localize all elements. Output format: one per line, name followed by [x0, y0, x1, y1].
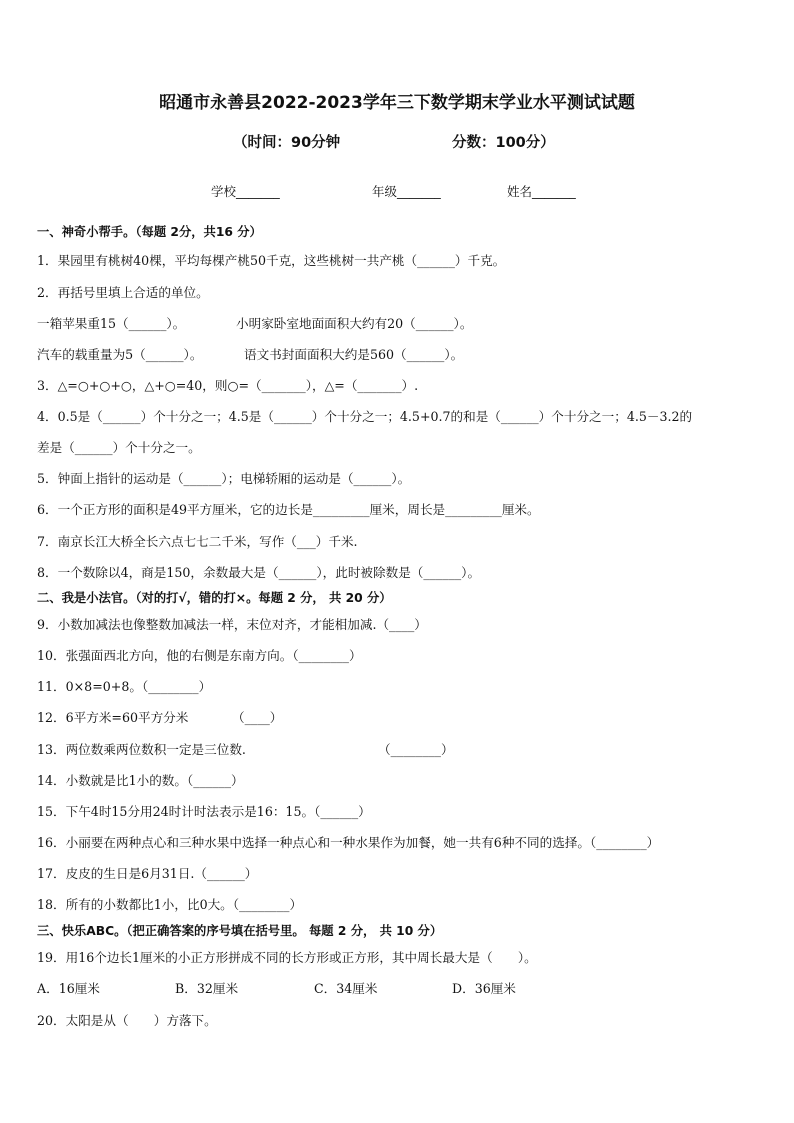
question-8: 8．一个数除以4，商是150，余数最大是（______），此时被除数是（______）。 — [37, 565, 481, 580]
question-18: 18．所有的小数都比1小，比0大。（________） — [37, 897, 303, 912]
exam-score: 分数：100分） — [452, 135, 555, 151]
section-heading-2: 二、我是小法官。（对的打√，错的打×。每题 2 分， 共 20 分） — [37, 591, 392, 605]
question-6: 6．一个正方形的面积是49平方厘米，它的边长是_________厘米，周长是_________厘米。 — [37, 502, 540, 517]
question-2a: 一箱苹果重15（______）。 — [37, 316, 186, 331]
question-20: 20．太阳是从（ ）方落下。 — [37, 1013, 217, 1028]
exam-time: （时间：90分钟 — [233, 135, 341, 151]
question-19-option-d: D．36厘米 — [452, 981, 516, 996]
question-19: 19．用16个边长1厘米的小正方形拼成不同的长方形或正方形，其中周长最大是（ ）。 — [37, 950, 537, 965]
question-19-option-a: A．16厘米 — [37, 981, 100, 996]
question-13: 13．两位数乘两位数积一定是三位数. — [37, 742, 246, 757]
question-12: 12．6平方米=60平方分米 — [37, 710, 189, 725]
question-19-option-c: C．34厘米 — [314, 981, 378, 996]
question-2b: 小明家卧室地面面积大约有20（______）。 — [236, 316, 473, 331]
question-17: 17．皮皮的生日是6月31日.（______） — [37, 866, 258, 881]
question-2d: 语文书封面面积大约是560（______）。 — [244, 347, 464, 362]
question-4-line1: 4．0.5是（______）个十分之一；4.5是（______）个十分之一；4.5+0.7的和是（______）个十分之一；4.5－3.2的 — [37, 409, 693, 424]
school-field: 学校_______ — [211, 184, 280, 199]
question-9: 9．小数加减法也像整数加减法一样，末位对齐，才能相加减.（____） — [37, 617, 427, 632]
question-2c: 汽车的载重量为5（______）。 — [37, 347, 203, 362]
question-10: 10．张强面西北方向，他的右侧是东南方向。（________） — [37, 648, 362, 663]
section-heading-1: 一、神奇小帮手。（每题 2分，共16 分） — [37, 225, 262, 239]
exam-title: 昭通市永善县2022-2023学年三下数学期末学业水平测试试题 — [159, 93, 635, 113]
question-1: 1．果园里有桃树40棵，平均每棵产桃50千克，这些桃树一共产桃（______）千克。 — [37, 253, 506, 268]
question-13-blank: （________） — [378, 742, 454, 757]
question-3: 3．△=○+○+○，△+○=40，则○=（_______），△=（_______）. — [37, 378, 419, 393]
question-11: 11．0×8=0+8。（________） — [37, 679, 212, 694]
question-19-option-b: B．32厘米 — [175, 981, 239, 996]
name-field: 姓名_______ — [507, 184, 576, 199]
question-2: 2．再括号里填上合适的单位。 — [37, 285, 209, 300]
question-7: 7．南京长江大桥全长六点七七二千米，写作（___）千米. — [37, 534, 358, 549]
question-4-line2: 差是（______）个十分之一。 — [37, 440, 201, 455]
section-heading-3: 三、快乐ABC。（把正确答案的序号填在括号里。 每题 2 分， 共 10 分） — [37, 924, 443, 938]
question-5: 5．钟面上指针的运动是（______）；电梯轿厢的运动是（______）。 — [37, 471, 411, 486]
grade-field: 年级_______ — [372, 184, 441, 199]
question-14: 14．小数就是比1小的数。（______） — [37, 773, 244, 788]
question-15: 15．下午4时15分用24时计时法表示是16：15。（______） — [37, 804, 371, 819]
question-12-blank: （____） — [232, 710, 283, 725]
question-16: 16．小丽要在两种点心和三种水果中选择一种点心和一种水果作为加餐，她一共有6种不同的选择。（________） — [37, 835, 660, 850]
